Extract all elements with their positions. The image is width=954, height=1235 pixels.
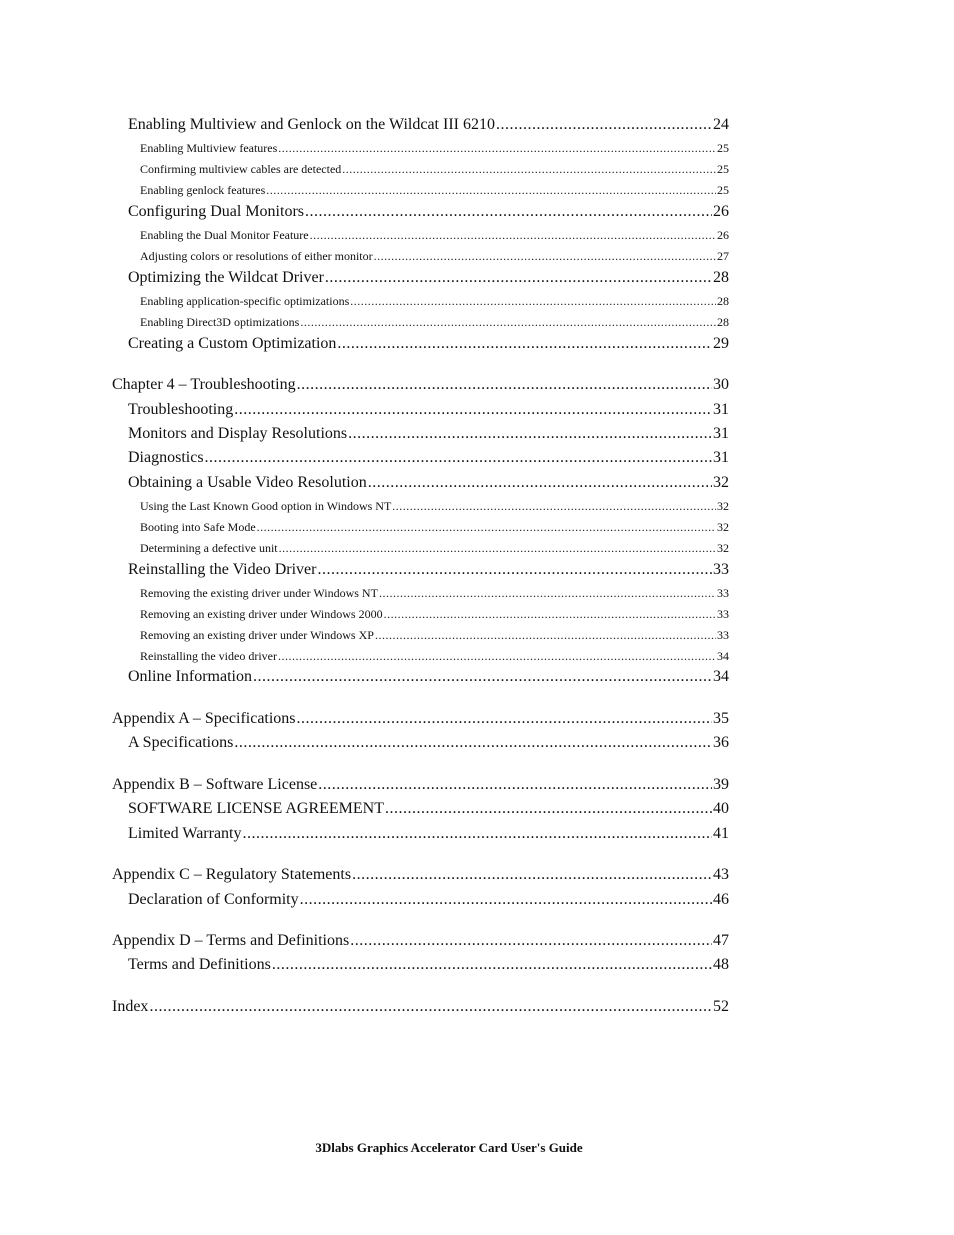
toc-entry[interactable] (140, 586, 729, 602)
toc-entry-title: Appendix A – Specifications (112, 710, 296, 727)
page-footer: 3Dlabs Graphics Accelerator Card User's Guide (315, 1140, 583, 1155)
toc-entry[interactable] (128, 825, 729, 845)
toc-page-number: 32 (713, 474, 729, 491)
toc-dot-leader (342, 162, 716, 177)
toc-entry-title: Appendix B – Software License (112, 776, 318, 793)
toc-entry[interactable] (128, 891, 729, 911)
toc-dot-leader (384, 607, 716, 622)
toc-entry-title: Obtaining a Usable Video Resolution (128, 474, 367, 491)
toc-entry-title: Monitors and Display Resolutions (128, 425, 348, 442)
toc-dot-leader (266, 183, 716, 198)
toc-page-number: 52 (713, 998, 729, 1015)
toc-entry-title: A Specifications (128, 734, 234, 751)
toc-dot-leader (234, 734, 712, 752)
toc-entry[interactable] (128, 561, 729, 581)
toc-page-number: 34 (713, 668, 729, 685)
toc-page-number: 33 (717, 607, 729, 621)
toc-page-number: 28 (717, 315, 729, 329)
toc-entry[interactable] (112, 710, 729, 730)
toc-page-number: 27 (717, 249, 729, 263)
toc-page-number: 32 (717, 499, 729, 513)
toc-entry[interactable] (140, 628, 729, 644)
toc-page-number: 41 (713, 825, 729, 842)
toc-dot-leader (350, 932, 712, 950)
toc-entry[interactable] (140, 228, 729, 244)
toc-page-number: 40 (713, 800, 729, 817)
toc-entry-title: Booting into Safe Mode (140, 520, 256, 534)
toc-page-number: 48 (713, 956, 729, 973)
toc-entry-title: Using the Last Known Good option in Windows NT (140, 499, 392, 513)
toc-page-number: 33 (717, 586, 729, 600)
toc-entry[interactable] (140, 607, 729, 623)
toc-entry-title: Removing the existing driver under Windows NT (140, 586, 378, 600)
toc-entry-title: Terms and Definitions (128, 956, 271, 973)
toc-entry-title: Enabling Direct3D optimizations (140, 315, 300, 329)
toc-dot-leader (337, 335, 712, 353)
toc-entry[interactable] (140, 499, 729, 515)
toc-page-number: 25 (717, 162, 729, 176)
toc-page-number: 32 (717, 541, 729, 555)
toc-dot-leader (300, 891, 712, 909)
toc-entry[interactable] (140, 541, 729, 557)
toc-page-number: 26 (717, 228, 729, 242)
toc-dot-leader (253, 668, 712, 686)
toc-page-number: 47 (713, 932, 729, 949)
toc-entry-title: Enabling the Dual Monitor Feature (140, 228, 309, 242)
toc-entry[interactable] (128, 800, 729, 820)
toc-entry-title: Reinstalling the video driver (140, 649, 277, 663)
toc-page-number: 25 (717, 141, 729, 155)
toc-page-number: 32 (717, 520, 729, 534)
toc-page-number: 39 (713, 776, 729, 793)
toc-entry[interactable] (112, 376, 729, 396)
toc-page-number: 28 (713, 269, 729, 286)
toc-entry-title: Enabling application-specific optimizations (140, 294, 350, 308)
toc-page-number: 24 (713, 116, 729, 133)
toc-dot-leader (317, 561, 712, 579)
toc-entry[interactable] (140, 162, 729, 178)
toc-entry[interactable] (112, 932, 729, 952)
toc-entry-title: Configuring Dual Monitors (128, 203, 304, 220)
toc-dot-leader (300, 315, 716, 330)
toc-entry[interactable] (128, 734, 729, 754)
toc-entry-title: Removing an existing driver under Windows XP (140, 628, 374, 642)
toc-entry-title: Enabling Multiview and Genlock on the Wildcat III 6210 (128, 116, 495, 133)
toc-entry-title: Optimizing the Wildcat Driver (128, 269, 324, 286)
toc-dot-leader (325, 269, 712, 287)
toc-dot-leader (234, 401, 712, 419)
toc-page-number: 26 (713, 203, 729, 220)
toc-entry[interactable] (128, 116, 729, 136)
toc-entry-title: Appendix D – Terms and Definitions (112, 932, 350, 949)
toc-entry[interactable] (128, 401, 729, 421)
toc-page-number: 31 (713, 401, 729, 418)
toc-entry-title: Removing an existing driver under Windows 2000 (140, 607, 383, 621)
toc-entry[interactable] (128, 956, 729, 976)
toc-page-number: 31 (713, 449, 729, 466)
toc-page-number: 33 (717, 628, 729, 642)
toc-entry[interactable] (128, 449, 729, 469)
toc-dot-leader (375, 628, 716, 643)
toc-entry-title: Index (112, 998, 149, 1015)
toc-dot-leader (392, 499, 716, 514)
toc-page-number: 46 (713, 891, 729, 908)
toc-entry[interactable] (140, 520, 729, 536)
toc-entry[interactable] (112, 776, 729, 796)
toc-entry[interactable] (140, 183, 729, 199)
toc-entry-title: Chapter 4 – Troubleshooting (112, 376, 296, 393)
toc-dot-leader (272, 956, 712, 974)
toc-dot-leader (278, 141, 716, 156)
toc-entry[interactable] (140, 249, 729, 265)
toc-dot-leader (379, 586, 716, 601)
toc-dot-leader (279, 541, 716, 556)
toc-dot-leader (297, 376, 712, 394)
toc-entry-title: Online Information (128, 668, 252, 685)
toc-page-number: 36 (713, 734, 729, 751)
toc-entry-title: Reinstalling the Video Driver (128, 561, 317, 578)
toc-dot-leader (496, 116, 712, 134)
toc-entry[interactable] (112, 998, 729, 1018)
toc-page-number: 29 (713, 335, 729, 352)
toc-dot-leader (297, 710, 712, 728)
toc-entry[interactable] (140, 649, 729, 665)
toc-entry-title: Appendix C – Regulatory Statements (112, 866, 352, 883)
toc-dot-leader (257, 520, 716, 535)
toc-dot-leader (348, 425, 712, 443)
toc-page-number: 30 (713, 376, 729, 393)
toc-entry[interactable] (140, 141, 729, 157)
toc-dot-leader (149, 998, 712, 1016)
toc-entry[interactable] (128, 335, 729, 355)
toc-entry-title: Declaration of Conformity (128, 891, 299, 908)
toc-entry-title: Creating a Custom Optimization (128, 335, 337, 352)
toc-dot-leader (374, 249, 716, 264)
toc-dot-leader (318, 776, 712, 794)
toc-entry-title: Confirming multiview cables are detected (140, 162, 342, 176)
toc-dot-leader (385, 800, 712, 818)
toc-entry-title: Troubleshooting (128, 401, 234, 418)
toc-entry-title: Determining a defective unit (140, 541, 278, 555)
toc-page-number: 34 (717, 649, 729, 663)
toc-entry[interactable] (140, 315, 729, 331)
toc-entry[interactable] (128, 474, 729, 494)
toc-dot-leader (310, 228, 716, 243)
toc-entry-title: Limited Warranty (128, 825, 242, 842)
toc-dot-leader (243, 825, 713, 843)
toc-page-number: 28 (717, 294, 729, 308)
toc-dot-leader (350, 294, 716, 309)
toc-entry-title: Diagnostics (128, 449, 204, 466)
toc-entry-title: Enabling Multiview features (140, 141, 278, 155)
toc-entry[interactable] (112, 866, 729, 886)
toc-entry[interactable] (140, 294, 729, 310)
toc-page-number: 25 (717, 183, 729, 197)
toc-page-number: 33 (713, 561, 729, 578)
toc-entry-title: SOFTWARE LICENSE AGREEMENT (128, 800, 384, 817)
toc-entry[interactable] (128, 668, 729, 688)
toc-dot-leader (352, 866, 712, 884)
toc-dot-leader (205, 449, 712, 467)
toc-dot-leader (278, 649, 716, 664)
toc-entry[interactable] (128, 269, 729, 289)
toc-dot-leader (305, 203, 712, 221)
toc-entry[interactable] (128, 425, 729, 445)
toc-entry-title: Enabling genlock features (140, 183, 266, 197)
toc-page-number: 35 (713, 710, 729, 727)
toc-entry[interactable] (128, 203, 729, 223)
toc-page-number: 31 (713, 425, 729, 442)
toc-entry-title: Adjusting colors or resolutions of either monitor (140, 249, 373, 263)
toc-dot-leader (368, 474, 712, 492)
toc-page-number: 43 (713, 866, 729, 883)
